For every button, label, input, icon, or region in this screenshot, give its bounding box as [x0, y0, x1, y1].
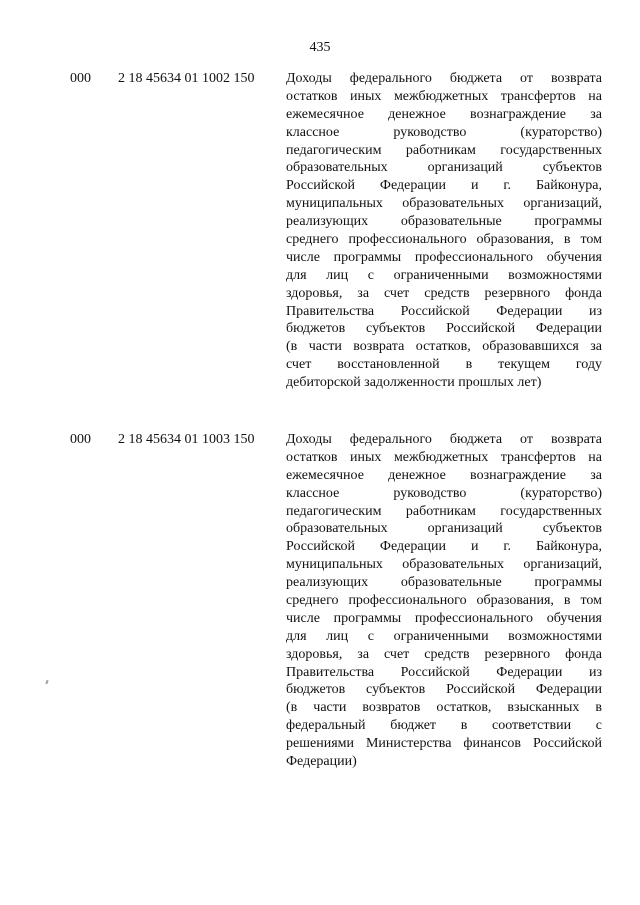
description-line: Правительства Российской Федерации из — [286, 303, 602, 319]
description-line: реализующих образовательные программы — [286, 575, 602, 591]
description-line: для лиц с ограниченными возможностями — [286, 267, 602, 283]
description-line: муниципальных образовательных организаций, — [286, 196, 602, 212]
description-line: числе программы профессионального обучения — [286, 610, 602, 626]
description-line: Российской Федерации и г. Байконура, — [286, 539, 602, 555]
description-line: остатков иных межбюджетных трансфертов на — [286, 88, 602, 104]
description-line: ежемесячное денежное вознаграждение за — [286, 467, 602, 483]
description-line: бюджетов субъектов Российской Федерации — [286, 321, 602, 337]
description-line: решениями Министерства финансов Российской — [286, 736, 602, 752]
kbk-code: 2 18 45634 01 1003 150 — [118, 432, 255, 447]
description-line: здоровья, за счет средств резервного фонда — [286, 646, 602, 662]
admin-code: 000 — [70, 432, 91, 447]
description-line: классное руководство (кураторство) — [286, 124, 602, 140]
description-line: дебиторской задолженности прошлых лет) — [286, 375, 542, 391]
description-line: реализующих образовательные программы — [286, 214, 602, 230]
description-line: образовательных организаций субъектов — [286, 521, 602, 537]
description-line: образовательных организаций субъектов — [286, 160, 602, 176]
description-line: педагогическим работникам государственных — [286, 503, 602, 519]
description-line: числе программы профессионального обучения — [286, 249, 602, 265]
description-line: Федерации) — [286, 754, 357, 770]
description-line: Доходы федерального бюджета от возврата — [286, 432, 602, 447]
description-line: среднего профессионального образования, в том — [286, 232, 602, 248]
description-line: здоровья, за счет средств резервного фонда — [286, 285, 602, 301]
admin-code: 000 — [70, 71, 91, 86]
description-line: (в части возврата остатков, образовавшихся за — [286, 339, 602, 355]
description-line: Доходы федерального бюджета от возврата — [286, 71, 602, 86]
description-line: федеральный бюджет в соответствии с — [286, 718, 602, 734]
description-line: счет восстановленной в текущем году — [286, 357, 602, 373]
description-line: Российской Федерации и г. Байконура, — [286, 178, 602, 194]
description-line: остатков иных межбюджетных трансфертов на — [286, 449, 602, 465]
entry-description — [286, 70, 602, 392]
entry-description — [286, 431, 602, 771]
description-line: ежемесячное денежное вознаграждение за — [286, 106, 602, 122]
description-line: среднего профессионального образования, в том — [286, 593, 602, 609]
description-line: для лиц с ограниченными возможностями — [286, 628, 602, 644]
description-line: Правительства Российской Федерации из — [286, 664, 602, 680]
kbk-code: 2 18 45634 01 1002 150 — [118, 71, 255, 86]
description-line: классное руководство (кураторство) — [286, 485, 602, 501]
page-number: 435 — [309, 40, 331, 55]
description-line: педагогическим работникам государственных — [286, 142, 602, 158]
description-line: (в части возвратов остатков, взысканных в — [286, 700, 602, 716]
scan-speck — [45, 680, 48, 684]
description-line: муниципальных образовательных организаций, — [286, 557, 602, 573]
description-line: бюджетов субъектов Российской Федерации — [286, 682, 602, 698]
